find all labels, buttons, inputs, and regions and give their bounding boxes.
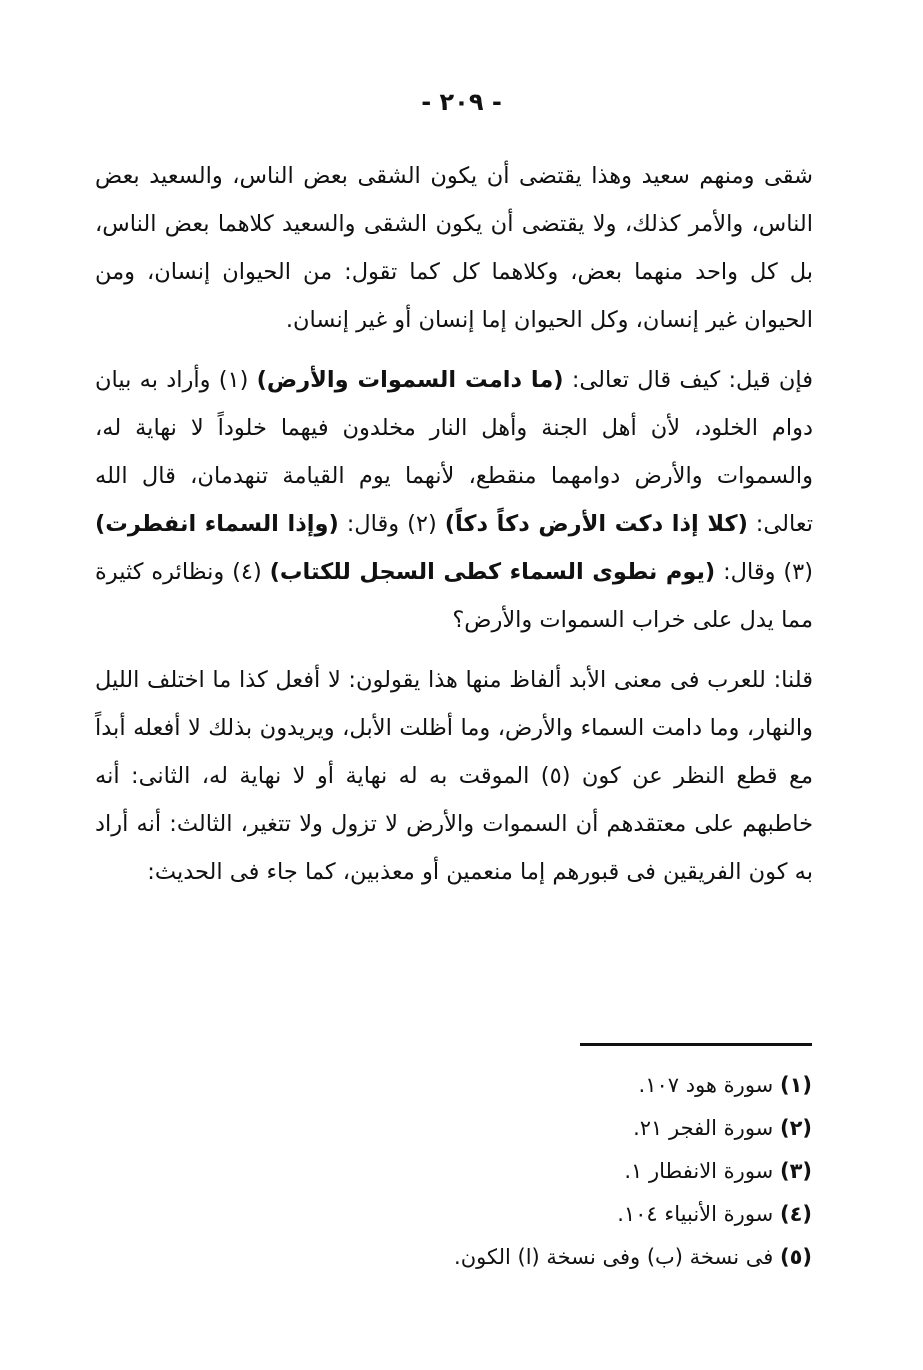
footnote-marker: (٤) (779, 1202, 812, 1226)
footnote-marker: (٣) (779, 1159, 812, 1183)
footnote-divider (580, 1043, 812, 1046)
footnote-item (300, 1107, 812, 1150)
footnote-text: سورة الأنبياء ١٠٤. (617, 1202, 774, 1226)
footnote-text: سورة هود ١٠٧. (638, 1073, 774, 1097)
page-number: - ٢٠٩ - (421, 88, 502, 116)
footnotes (300, 1064, 812, 1279)
quran-verse: (كلا إذا دكت الأرض دكاً دكاً) (444, 511, 748, 537)
paragraph (95, 356, 813, 644)
footnote-text: فى نسخة (ب) وفى نسخة (ا) الكون. (454, 1245, 774, 1269)
paragraph-text: (٤) ونظائره كثيرة مما يدل على خراب السموات والأرض؟ (95, 559, 813, 633)
footnote-item (300, 1150, 812, 1193)
footnote-item (300, 1193, 812, 1236)
quran-verse: (ما دامت السموات والأرض) (256, 367, 564, 393)
footnote-text: سورة الفجر ٢١. (633, 1116, 774, 1140)
footnote-text: سورة الانفطار ١. (624, 1159, 774, 1183)
footnote-marker: (١) (779, 1073, 812, 1097)
paragraph-text: قلنا: للعرب فى معنى الأبد ألفاظ منها هذا يقولون: لا أفعل كذا ما اختلف الليل والنهار، وما دامت السماء والأرض، وما أظلت الأبل، ويريدون بذلك لا أفعله أبداً مع قطع النظر عن كون (٥) الموقت به له نهاية أو لا نهاية له، الثانى: أنه خاطبهم على معتقدهم أن السموات والأرض لا تزول ولا تتغير، الثالث: أنه أراد به كون الفريقين فى قبورهم إما منعمين أو معذبين، كما جاء فى الحديث: (95, 667, 814, 885)
body-text (95, 152, 813, 908)
footnote-item (300, 1064, 812, 1107)
paragraph-text: فإن قيل: كيف قال تعالى: (563, 367, 813, 393)
footnote-item (300, 1236, 812, 1279)
paragraph-text: شقى ومنهم سعيد وهذا يقتضى أن يكون الشقى بعض الناس، والسعيد بعض الناس، والأمر كذلك، ولا يقتضى أن يكون الشقى والسعيد كلاهما بعض الناس، بل كل واحد منهما بعض، وكلاهما كل كما تقول: من الحيوان إنسان، ومن الحيوان غير إنسان، وكل الحيوان إما إنسان أو غير إنسان. (95, 163, 813, 333)
paragraph (95, 656, 813, 896)
footnote-marker: (٥) (779, 1245, 812, 1269)
paragraph-text: (٢) وقال: (338, 511, 445, 537)
paragraph-text: (١) وأراد به بيان دوام الخلود، لأن أهل الجنة وأهل النار مخلدون فيهما خلوداً لا نهاية له، والسموات والأرض دوامهما منقطع، لأنهما يوم القيامة تنهدمان، قال الله تعالى: (95, 367, 813, 537)
quran-verse: (يوم نطوى السماء كطى السجل للكتاب) (269, 559, 716, 585)
quran-verse: (وإذا السماء انفطرت) (95, 511, 339, 537)
paragraph (95, 152, 813, 344)
paragraph-text: (٣) وقال: (715, 559, 813, 585)
footnote-marker: (٢) (779, 1116, 812, 1140)
